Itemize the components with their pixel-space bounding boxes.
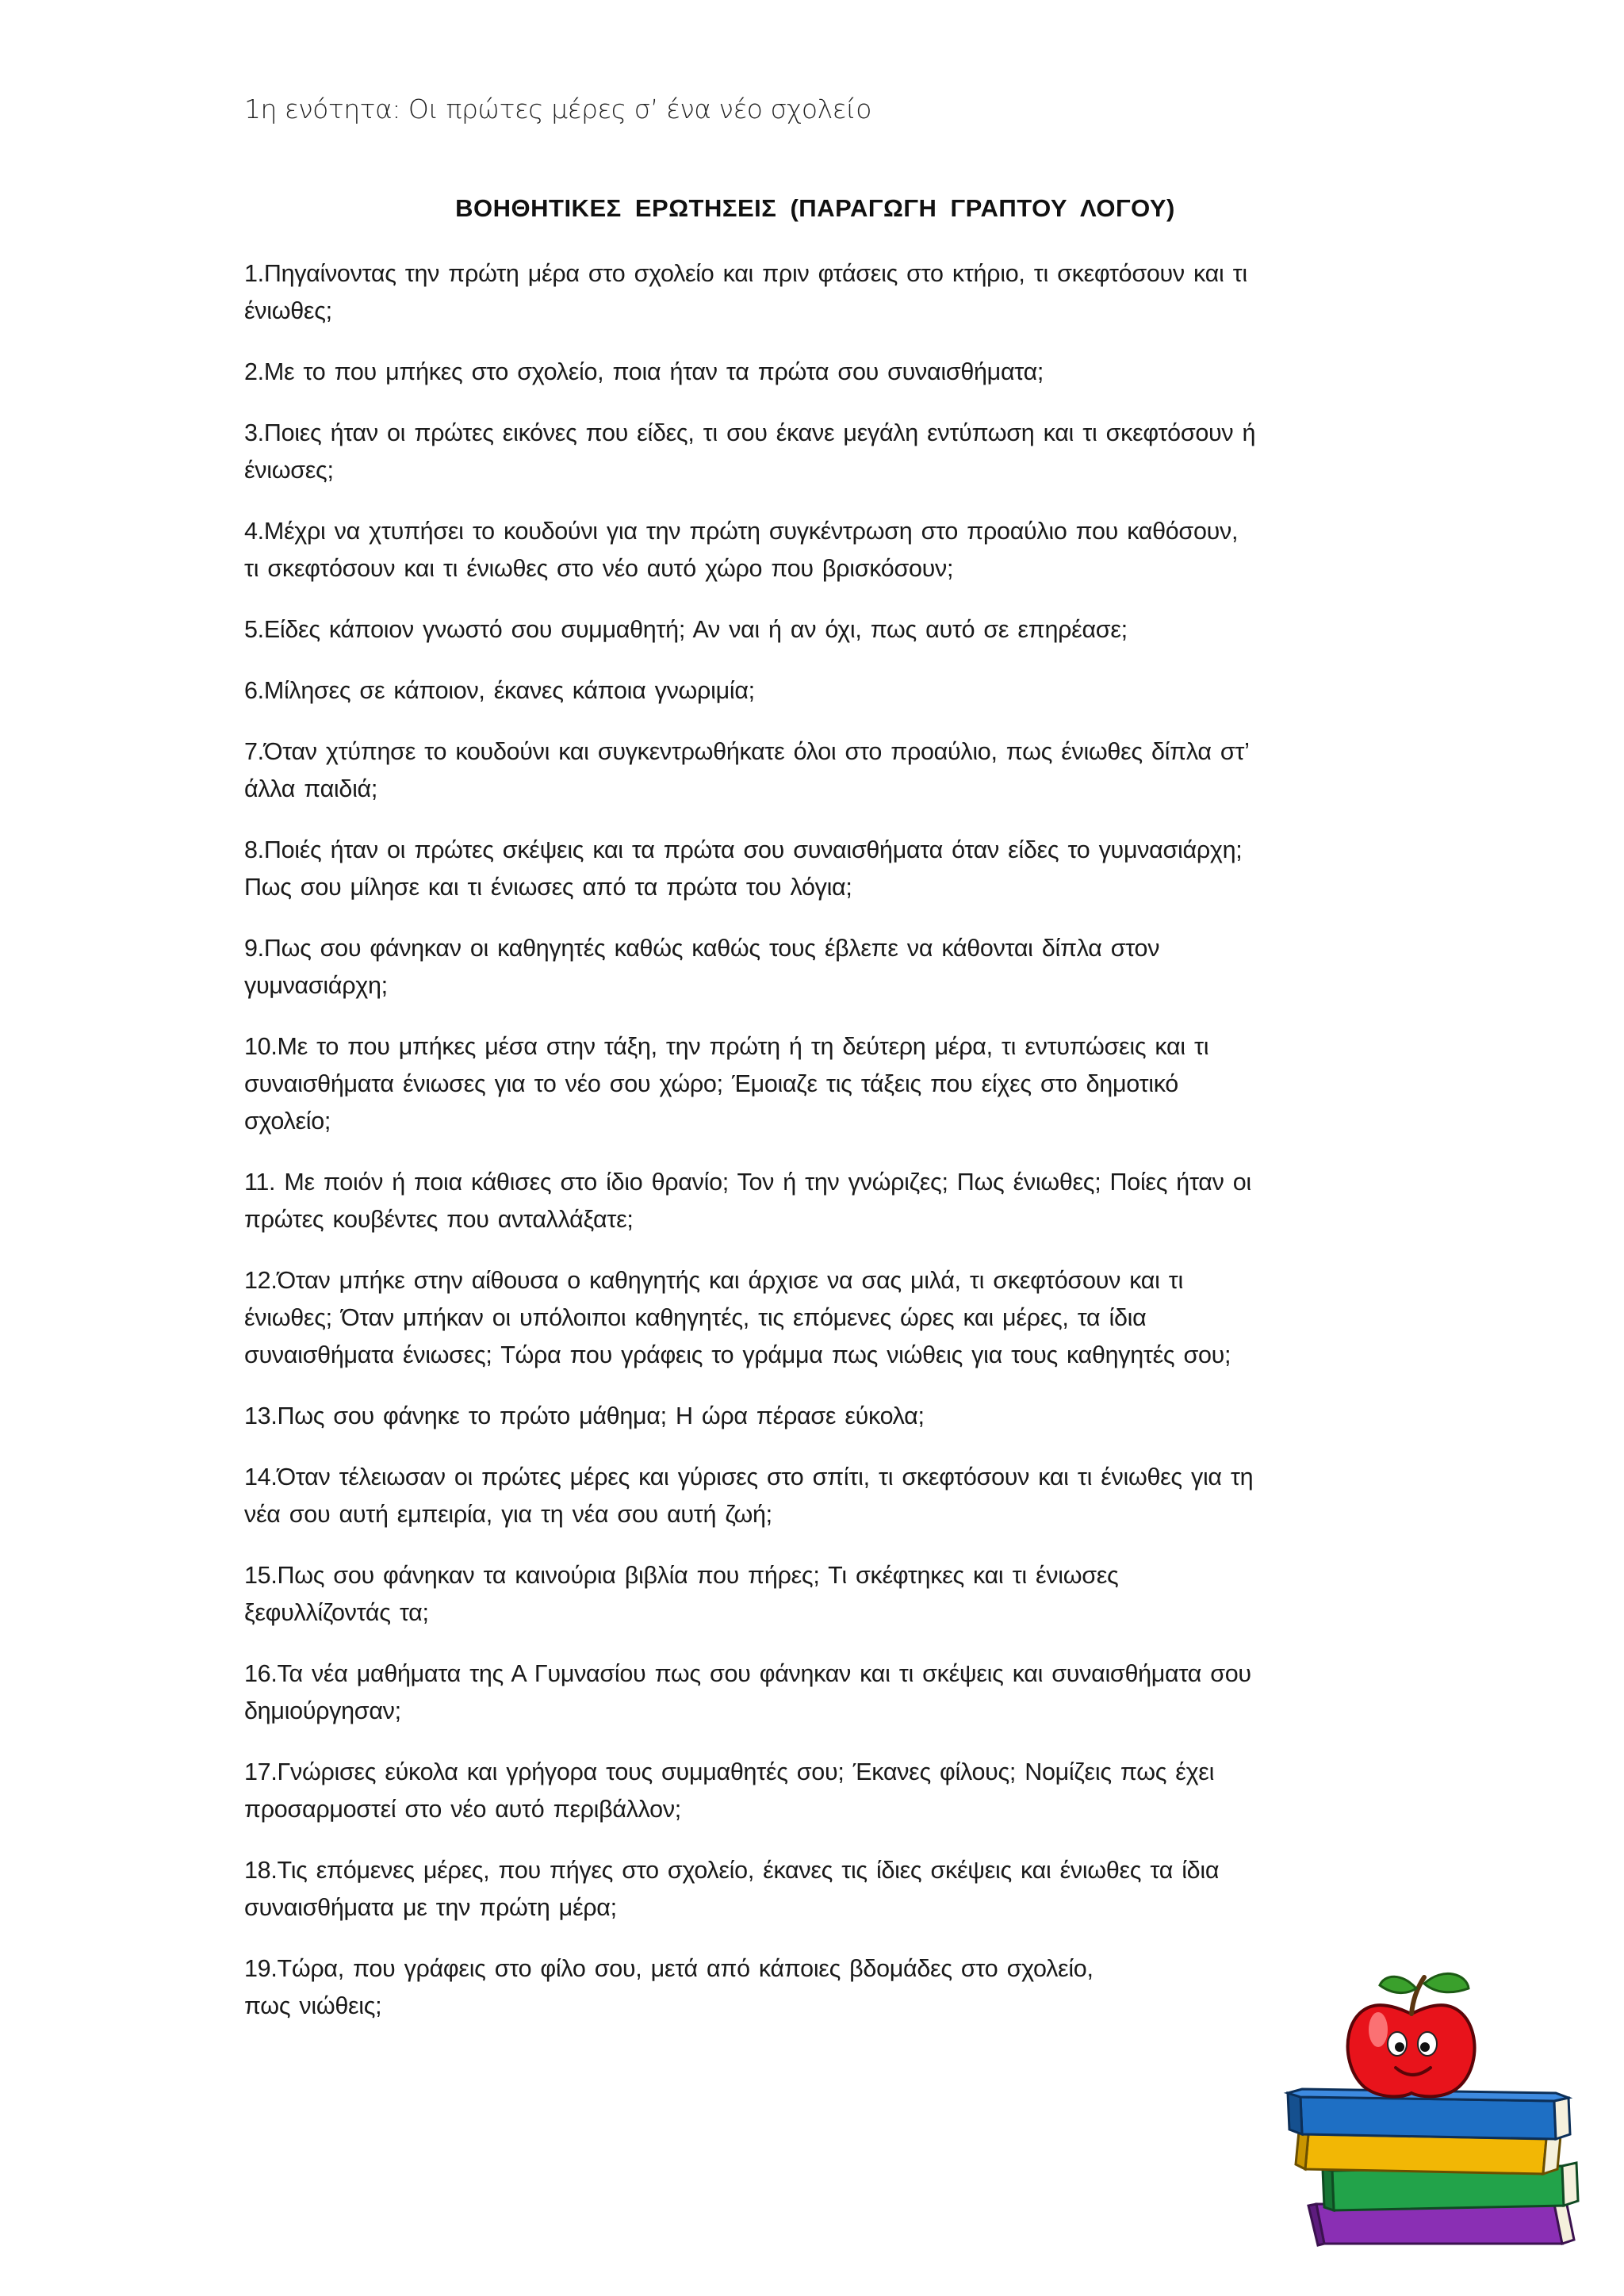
question-item: 6.Μίλησες σε κάποιον, έκανες κάποια γνωριμία; <box>244 677 755 704</box>
unit-heading: 1η ενότητα: Οι πρώτες μέρες σ’ ένα νέο σχολείο <box>244 94 871 124</box>
question-item: 5.Είδες κάποιον γνωστό σου συμμαθητή; Αν ναι ή αν όχι, πως αυτό σε επηρέασε; <box>244 616 1128 643</box>
question-item: 10.Με το που μπήκες μέσα στην τάξη, την πρώτη ή τη δεύτερη μέρα, τι εντυπώσεις και τι συναισθήματα ένιωσες για το νέο σου χώρο; Έμοιαζε τις τάξεις που είχες στο δημοτικό σχολείο; <box>244 1033 1209 1135</box>
question-item: 11. Με ποιόν ή ποια κάθισες στο ίδιο θρανίο; Τον ή την γνώριζες; Πως ένιωθες; Ποίες ήταν οι πρώτες κουβέντες που ανταλλάξατε; <box>244 1169 1251 1233</box>
question-item: 12.Όταν μπήκε στην αίθουσα ο καθηγητής και άρχισε να σας μιλά, τι σκεφτόσουν και τι ένιωθες; Όταν μπήκαν οι υπόλοιποι καθηγητές, τις επόμενες ώρες και μέρες, τα ίδια συναισθήματα ένιωσες; Τώρα που γράφεις το γράμμα πως νιώθεις για τους καθηγητές σου; <box>244 1267 1231 1368</box>
question-item: 19.Τώρα, που γράφεις στο φίλο σου, μετά από κάποιες βδομάδες στο σχολείο, πως νιώθεις; <box>244 1955 1094 2019</box>
question-item: 7.Όταν χτύπησε το κουδούνι και συγκεντρωθήκατε όλοι στο προαύλιο, πως ένιωθες δίπλα στ’ άλλα παιδιά; <box>244 738 1250 802</box>
question-item: 13.Πως σου φάνηκε το πρώτο μάθημα; Η ώρα πέρασε εύκολα; <box>244 1402 925 1429</box>
document-title: ΒΟΗΘΗΤΙΚΕΣ ΕΡΩΤΗΣΕΙΣ (ΠΑΡΑΓΩΓΗ ΓΡΑΠΤΟΥ ΛΟΓΟΥ) <box>455 194 1175 222</box>
question-item: 3.Ποιες ήταν οι πρώτες εικόνες που είδες, τι σου έκανε μεγάλη εντύπωση και τι σκεφτόσουν ή ένιωσες; <box>244 419 1256 484</box>
question-item: 2.Με το που μπήκες στο σχολείο, ποια ήταν τα πρώτα σου συναισθήματα; <box>244 358 1044 385</box>
apple <box>1348 1973 1475 2096</box>
question-item: 8.Ποιές ήταν οι πρώτες σκέψεις και τα πρώτα σου συναισθήματα όταν είδες το γυμνασιάρχη; Πως σου μίλησε και τι ένιωσες από τα πρώτα του λόγια; <box>244 836 1243 901</box>
question-item: 4.Μέχρι να χτυπήσει το κουδούνι για την πρώτη συγκέντρωση στο προαύλιο που καθόσουν, τι σκεφτόσουν και τι ένιωθες στο νέο αυτό χώρο που βρισκόσουν; <box>244 518 1239 582</box>
question-item: 17.Γνώρισες εύκολα και γρήγορα τους συμμαθητές σου; Έκανες φίλους; Νομίζεις πως έχει προσαρμοστεί στο νέο αυτό περιβάλλον; <box>244 1758 1215 1823</box>
question-list <box>244 255 1386 2049</box>
question-item: 14.Όταν τέλειωσαν οι πρώτες μέρες και γύρισες στο σπίτι, τι σκεφτόσουν και τι ένιωθες για τη νέα σου αυτή εμπειρία, για τη νέα σου αυτή ζωή; <box>244 1464 1254 1528</box>
apple-on-books-icon <box>1269 1966 1602 2283</box>
question-item: 15.Πως σου φάνηκαν τα καινούρια βιβλία που πήρες; Τι σκέφτηκες και τι ένιωσες ξεφυλλίζοντάς τα; <box>244 1562 1119 1626</box>
question-item: 16.Τα νέα μαθήματα της Α Γυμνασίου πως σου φάνηκαν και τι σκέψεις και συναισθήματα σου δημιούργησαν; <box>244 1660 1251 1724</box>
question-item: 18.Τις επόμενες μέρες, που πήγες στο σχολείο, έκανες τις ίδιες σκέψεις και ένιωθες τα ίδια συναισθήματα με την πρώτη μέρα; <box>244 1857 1220 1921</box>
question-item: 1.Πηγαίνοντας την πρώτη μέρα στο σχολείο και πριν φτάσεις στο κτήριο, τι σκεφτόσουν και τι ένιωθες; <box>244 260 1247 324</box>
question-item: 9.Πως σου φάνηκαν οι καθηγητές καθώς καθώς τους έβλεπε να κάθονται δίπλα στον γυμνασιάρχη; <box>244 935 1160 999</box>
